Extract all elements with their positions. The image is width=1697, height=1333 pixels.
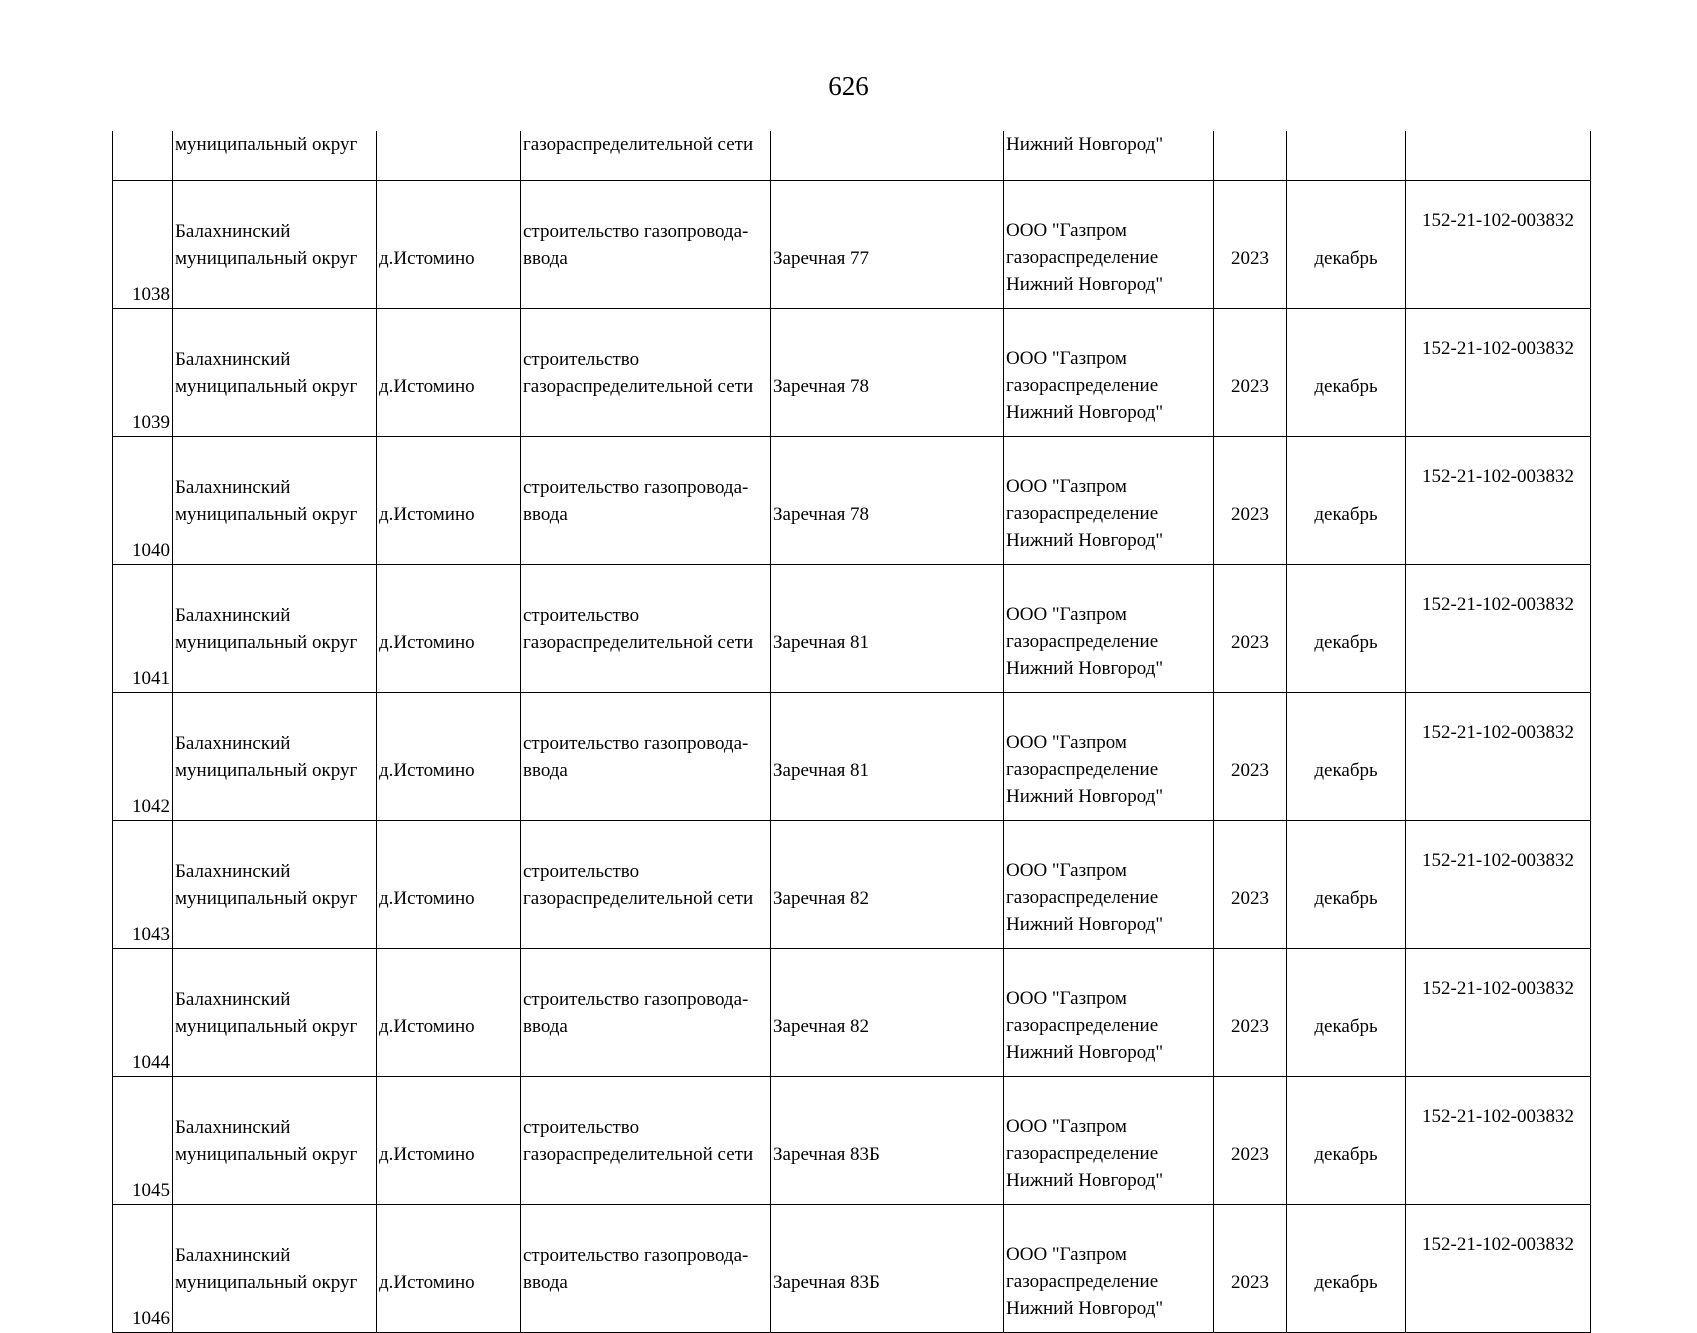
- cell-organization-line: Нижний Новгород": [1006, 402, 1164, 423]
- cell-year: [1214, 565, 1287, 693]
- cell-registry: 152-21-102-003832: [1406, 309, 1591, 437]
- cell-registry: 152-21-102-003832: [1406, 437, 1591, 565]
- cell-work-line: строительство газопровода-: [523, 732, 749, 754]
- cell-work-line: ввода: [523, 247, 568, 269]
- cell-village: [377, 437, 521, 565]
- cell-month: [1287, 131, 1406, 181]
- cell-organization-line: ООО "Газпром: [1006, 476, 1127, 497]
- cell-month-spacer: [1289, 986, 1403, 1013]
- cell-number: 1039: [113, 309, 173, 437]
- cell-village-spacer: [379, 730, 518, 757]
- cell-address-text: Заречная 78: [773, 503, 870, 525]
- cell-district-line: муниципальный округ: [175, 631, 358, 653]
- cell-year-spacer: [1216, 986, 1284, 1013]
- cell-district-line: муниципальный округ: [175, 375, 358, 397]
- cell-year-spacer: [1216, 474, 1284, 501]
- cell-year-spacer: [1216, 858, 1284, 885]
- cell-address: [771, 565, 1004, 693]
- cell-organization-line: ООО "Газпром: [1006, 348, 1127, 369]
- cell-village: [377, 181, 521, 309]
- cell-district-line: муниципальный округ: [175, 1015, 358, 1037]
- cell-month: [1287, 181, 1406, 309]
- cell-year-text: 2023: [1231, 1143, 1269, 1165]
- cell-organization: [1004, 821, 1214, 949]
- cell-month: [1287, 949, 1406, 1077]
- cell-village-text: д.Истомино: [379, 1143, 475, 1165]
- cell-month-text: декабрь: [1314, 1271, 1378, 1293]
- cell-organization: [1004, 1205, 1214, 1333]
- cell-number: 1041: [113, 565, 173, 693]
- cell-work: [521, 309, 771, 437]
- cell-address-spacer: [773, 602, 1001, 629]
- table-body: [113, 131, 1591, 1333]
- cell-month-spacer: [1289, 1114, 1403, 1141]
- cell-number: 1040: [113, 437, 173, 565]
- cell-district-line: Балахнинский: [175, 604, 291, 626]
- cell-work-line: строительство: [523, 860, 640, 882]
- cell-village-spacer: [379, 474, 518, 501]
- cell-address: [771, 1205, 1004, 1333]
- cell-month-text: декабрь: [1314, 631, 1378, 653]
- table-row: [113, 949, 1591, 1077]
- cell-village: [377, 1205, 521, 1333]
- cell-work-line: строительство: [523, 604, 640, 626]
- cell-year: [1214, 949, 1287, 1077]
- cell-district-line: муниципальный округ: [175, 1271, 358, 1293]
- cell-organization-line: ООО "Газпром: [1006, 1244, 1127, 1265]
- cell-village-spacer: [379, 986, 518, 1013]
- cell-number: 1038: [113, 181, 173, 309]
- cell-village-text: д.Истомино: [379, 631, 475, 653]
- cell-work: [521, 1077, 771, 1205]
- cell-month-text: декабрь: [1314, 503, 1378, 525]
- cell-work-line: ввода: [523, 503, 568, 525]
- cell-work: [521, 821, 771, 949]
- cell-district-line: муниципальный округ: [175, 887, 358, 909]
- cell-organization-line: газораспределение: [1006, 1271, 1159, 1292]
- cell-village-text: д.Истомино: [379, 503, 475, 525]
- cell-number: 1043: [113, 821, 173, 949]
- cell-village-text: д.Истомино: [379, 247, 475, 269]
- cell-village-text: д.Истомино: [379, 1271, 475, 1293]
- cell-address: [771, 437, 1004, 565]
- cell-month-spacer: [1289, 602, 1403, 629]
- cell-work-line: строительство: [523, 1116, 640, 1138]
- cell-address: [771, 693, 1004, 821]
- cell-registry: [1406, 131, 1591, 181]
- cell-district: [173, 437, 377, 565]
- cell-address-spacer: [773, 1242, 1001, 1269]
- cell-organization-line: газораспределение: [1006, 247, 1159, 268]
- cell-district-line: муниципальный округ: [175, 759, 358, 781]
- cell-work: [521, 181, 771, 309]
- cell-district: муниципальный округ: [173, 131, 377, 181]
- cell-district-line: Балахнинский: [175, 1244, 291, 1266]
- cell-registry: 152-21-102-003832: [1406, 949, 1591, 1077]
- cell-work: [521, 565, 771, 693]
- cell-village: [377, 565, 521, 693]
- cell-district: [173, 1205, 377, 1333]
- cell-organization-line: ООО "Газпром: [1006, 988, 1127, 1009]
- cell-village: [377, 309, 521, 437]
- cell-village-text: д.Истомино: [379, 887, 475, 909]
- cell-work-line: ввода: [523, 759, 568, 781]
- cell-work: газораспределительной сети: [521, 131, 771, 181]
- cell-organization: [1004, 693, 1214, 821]
- cell-year: [1214, 181, 1287, 309]
- cell-district: [173, 1077, 377, 1205]
- cell-year-spacer: [1216, 602, 1284, 629]
- cell-year-text: 2023: [1231, 759, 1269, 781]
- cell-month-text: декабрь: [1314, 1143, 1378, 1165]
- cell-organization-line: газораспределение: [1006, 503, 1159, 524]
- cell-year-spacer: [1216, 218, 1284, 245]
- cell-district: [173, 821, 377, 949]
- cell-district-line: Балахнинский: [175, 732, 291, 754]
- cell-number: 1044: [113, 949, 173, 1077]
- cell-district-line: Балахнинский: [175, 860, 291, 882]
- table-row: [113, 693, 1591, 821]
- cell-village: [377, 693, 521, 821]
- cell-year-text: 2023: [1231, 503, 1269, 525]
- cell-village-text: д.Истомино: [379, 759, 475, 781]
- cell-work-line: строительство газопровода-: [523, 476, 749, 498]
- cell-year-text: 2023: [1231, 1015, 1269, 1037]
- cell-work-line: газораспределительной сети: [523, 1143, 754, 1165]
- cell-organization-line: ООО "Газпром: [1006, 604, 1127, 625]
- cell-district-line: муниципальный округ: [175, 503, 358, 525]
- cell-month: [1287, 565, 1406, 693]
- cell-organization: [1004, 181, 1214, 309]
- cell-organization-line: газораспределение: [1006, 1143, 1159, 1164]
- cell-organization-line: ООО "Газпром: [1006, 860, 1127, 881]
- cell-organization-line: Нижний Новгород": [1006, 658, 1164, 679]
- cell-village: [377, 821, 521, 949]
- cell-registry: 152-21-102-003832: [1406, 1077, 1591, 1205]
- cell-work-line: газораспределительной сети: [523, 375, 754, 397]
- cell-district: [173, 181, 377, 309]
- cell-address-spacer: [773, 986, 1001, 1013]
- cell-organization: [1004, 565, 1214, 693]
- cell-month-text: декабрь: [1314, 375, 1378, 397]
- cell-village-spacer: [379, 602, 518, 629]
- cell-registry: 152-21-102-003832: [1406, 821, 1591, 949]
- cell-year-spacer: [1216, 730, 1284, 757]
- cell-address: [771, 131, 1004, 181]
- table-row: [113, 821, 1591, 949]
- table-row: [113, 437, 1591, 565]
- cell-organization-line: ООО "Газпром: [1006, 732, 1127, 753]
- cell-village: [377, 1077, 521, 1205]
- cell-organization: Нижний Новгород": [1004, 131, 1214, 181]
- cell-district-line: муниципальный округ: [175, 247, 358, 269]
- cell-work-line: строительство газопровода-: [523, 988, 749, 1010]
- cell-address-spacer: [773, 474, 1001, 501]
- cell-address-text: Заречная 81: [773, 759, 870, 781]
- cell-year-text: 2023: [1231, 631, 1269, 653]
- cell-village-spacer: [379, 346, 518, 373]
- cell-year-text: 2023: [1231, 887, 1269, 909]
- cell-work-line: строительство газопровода-: [523, 220, 749, 242]
- cell-year: [1214, 309, 1287, 437]
- table-row: [113, 1205, 1591, 1333]
- cell-district-line: Балахнинский: [175, 476, 291, 498]
- cell-year: [1214, 1077, 1287, 1205]
- cell-organization-line: газораспределение: [1006, 759, 1159, 780]
- cell-work: [521, 1205, 771, 1333]
- cell-month: [1287, 437, 1406, 565]
- cell-village-spacer: [379, 1114, 518, 1141]
- cell-address-text: Заречная 83Б: [773, 1143, 880, 1165]
- cell-number: [113, 131, 173, 181]
- cell-organization: [1004, 437, 1214, 565]
- cell-month-spacer: [1289, 1242, 1403, 1269]
- cell-month-text: декабрь: [1314, 1015, 1378, 1037]
- cell-organization-line: Нижний Новгород": [1006, 1170, 1164, 1191]
- cell-organization-line: газораспределение: [1006, 631, 1159, 652]
- cell-organization: [1004, 309, 1214, 437]
- cell-village-spacer: [379, 218, 518, 245]
- cell-address-spacer: [773, 858, 1001, 885]
- cell-registry: 152-21-102-003832: [1406, 693, 1591, 821]
- cell-work: [521, 693, 771, 821]
- cell-work-line: газораспределительной сети: [523, 887, 754, 909]
- cell-work-line: газораспределительной сети: [523, 631, 754, 653]
- cell-village: [377, 949, 521, 1077]
- cell-organization-line: ООО "Газпром: [1006, 220, 1127, 241]
- cell-address: [771, 1077, 1004, 1205]
- cell-organization: [1004, 949, 1214, 1077]
- cell-month-text: декабрь: [1314, 247, 1378, 269]
- cell-address-text: Заречная 82: [773, 887, 870, 909]
- cell-work: [521, 437, 771, 565]
- table-row: [113, 1077, 1591, 1205]
- cell-district-line: Балахнинский: [175, 988, 291, 1010]
- cell-district: [173, 949, 377, 1077]
- cell-month: [1287, 1077, 1406, 1205]
- cell-address: [771, 309, 1004, 437]
- cell-village-spacer: [379, 858, 518, 885]
- table-row: [113, 565, 1591, 693]
- cell-organization-line: Нижний Новгород": [1006, 1298, 1164, 1319]
- cell-number: 1045: [113, 1077, 173, 1205]
- cell-year-spacer: [1216, 346, 1284, 373]
- cell-address-spacer: [773, 730, 1001, 757]
- cell-year-spacer: [1216, 1242, 1284, 1269]
- cell-month-spacer: [1289, 858, 1403, 885]
- cell-registry: 152-21-102-003832: [1406, 181, 1591, 309]
- cell-registry: 152-21-102-003832: [1406, 1205, 1591, 1333]
- cell-month-spacer: [1289, 474, 1403, 501]
- cell-village: [377, 131, 521, 181]
- cell-year: [1214, 437, 1287, 565]
- cell-address-spacer: [773, 218, 1001, 245]
- cell-month: [1287, 1205, 1406, 1333]
- cell-year-text: 2023: [1231, 247, 1269, 269]
- cell-organization-line: Нижний Новгород": [1006, 1042, 1164, 1063]
- cell-address-text: Заречная 82: [773, 1015, 870, 1037]
- cell-year-spacer: [1216, 1114, 1284, 1141]
- cell-work-line: ввода: [523, 1271, 568, 1293]
- cell-year: [1214, 131, 1287, 181]
- cell-address-spacer: [773, 1114, 1001, 1141]
- cell-organization-line: Нижний Новгород": [1006, 530, 1164, 551]
- cell-work-line: строительство: [523, 348, 640, 370]
- cell-year: [1214, 693, 1287, 821]
- table-row: [113, 309, 1591, 437]
- cell-address-text: Заречная 81: [773, 631, 870, 653]
- cell-month-text: декабрь: [1314, 759, 1378, 781]
- cell-address: [771, 821, 1004, 949]
- cell-year-text: 2023: [1231, 1271, 1269, 1293]
- cell-address-spacer: [773, 346, 1001, 373]
- cell-work-line: строительство газопровода-: [523, 1244, 749, 1266]
- page-number: 626: [828, 71, 869, 101]
- cell-organization-line: Нижний Новгород": [1006, 914, 1164, 935]
- cell-month: [1287, 693, 1406, 821]
- cell-address-text: Заречная 78: [773, 375, 870, 397]
- cell-month-spacer: [1289, 730, 1403, 757]
- cell-year-text: 2023: [1231, 375, 1269, 397]
- cell-organization-line: Нижний Новгород": [1006, 786, 1164, 807]
- cell-district: [173, 565, 377, 693]
- cell-month-text: декабрь: [1314, 887, 1378, 909]
- cell-district: [173, 693, 377, 821]
- cell-district: [173, 309, 377, 437]
- cell-month-spacer: [1289, 218, 1403, 245]
- cell-organization-line: газораспределение: [1006, 1015, 1159, 1036]
- cell-organization-line: газораспределение: [1006, 887, 1159, 908]
- cell-year: [1214, 1205, 1287, 1333]
- cell-month-spacer: [1289, 346, 1403, 373]
- cell-address: [771, 181, 1004, 309]
- table-row: [113, 181, 1591, 309]
- continuation-row: [113, 131, 1591, 181]
- cell-address-text: Заречная 77: [773, 247, 870, 269]
- cell-organization-line: газораспределение: [1006, 375, 1159, 396]
- cell-district-line: Балахнинский: [175, 1116, 291, 1138]
- cell-district-line: Балахнинский: [175, 348, 291, 370]
- cell-number: 1046: [113, 1205, 173, 1333]
- cell-district-line: муниципальный округ: [175, 1143, 358, 1165]
- cell-district-line: Балахнинский: [175, 220, 291, 242]
- cell-village-text: д.Истомино: [379, 375, 475, 397]
- cell-organization-line: ООО "Газпром: [1006, 1116, 1127, 1137]
- cell-number: 1042: [113, 693, 173, 821]
- registry-table: [112, 131, 1591, 1333]
- cell-address: [771, 949, 1004, 1077]
- cell-organization: [1004, 1077, 1214, 1205]
- cell-month: [1287, 821, 1406, 949]
- cell-work-line: ввода: [523, 1015, 568, 1037]
- cell-village-spacer: [379, 1242, 518, 1269]
- cell-year: [1214, 821, 1287, 949]
- cell-address-text: Заречная 83Б: [773, 1271, 880, 1293]
- cell-registry: 152-21-102-003832: [1406, 565, 1591, 693]
- cell-work: [521, 949, 771, 1077]
- cell-month: [1287, 309, 1406, 437]
- cell-organization-line: Нижний Новгород": [1006, 274, 1164, 295]
- cell-village-text: д.Истомино: [379, 1015, 475, 1037]
